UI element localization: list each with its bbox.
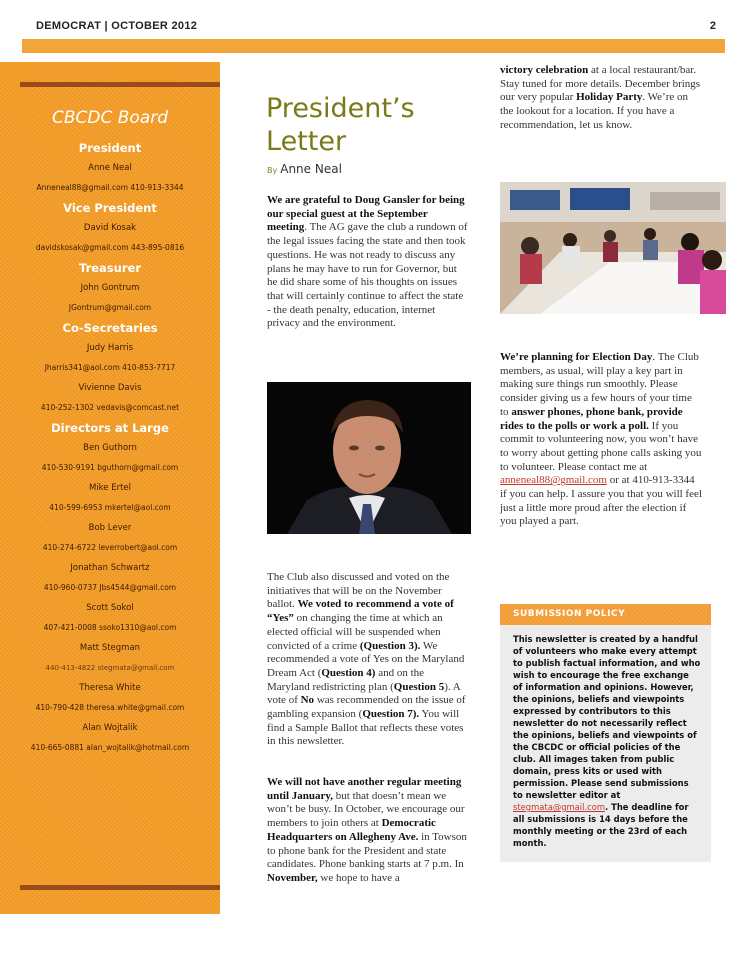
newsletter-issue: DEMOCRAT | OCTOBER 2012 bbox=[36, 20, 198, 32]
board-member-contact: 410-599-6953 mkertel@aol.com bbox=[49, 503, 171, 512]
board-member-name: Jonathan Schwartz bbox=[70, 563, 150, 573]
page-header bbox=[20, 18, 720, 32]
board-member-name: Judy Harris bbox=[86, 343, 134, 353]
article-title: President’s Letter bbox=[266, 93, 415, 157]
paragraph-celebration: victory celebration at a local restaurant/bar. Stay tuned for more details. December brings our very popular Holiday Party. We’re on the lookout for a location. If you have a recommendation, let us know. bbox=[500, 64, 701, 131]
board-member-name: Theresa White bbox=[79, 683, 141, 693]
board-member-contact: 410-274-6722 leverrobert@aol.com bbox=[42, 543, 178, 552]
board-member-name: Matt Stegman bbox=[79, 643, 141, 653]
submission-policy-box bbox=[500, 604, 711, 862]
policy-heading: SUBMISSION POLICY bbox=[500, 604, 711, 625]
header-bar bbox=[22, 39, 725, 53]
board-member-contact: 410-790-428 theresa.white@gmail.com bbox=[35, 703, 185, 712]
board-role: Treasurer bbox=[79, 261, 141, 275]
board-member-name: David Kosak bbox=[83, 223, 137, 233]
paragraph-meetings: We will not have another regular meeting until January, but that doesn’t mean we won’t be busy. In October, we encourage our members to join others at Democratic Headquarters on Allegheny Ave. in Towson to phone bank for the President and state candidates. Phone banking starts at 7 p.m. In November, we hope to have a bbox=[267, 776, 467, 884]
policy-text: This newsletter is created by a handful of volunteers who make every attempt to publish factual information, and who wish to encourage the free exchange of information and opinions. However, the opinions, beliefs and viewpoints expressed by contributors to this newsletter do not necessarily reflect the opinions, beliefs and viewpoints of the CBCDC or official policies of the club. All images taken from public domain, press kits or used with permission. Please send submissions to newsletter editor at stegmata@gmail.com. The deadline for all submissions is 14 days before the monthly meeting or the 23rd of each month. bbox=[513, 634, 701, 848]
board-member-contact: 410-960-0737 Jbs4544@gmail.com bbox=[43, 583, 177, 592]
byline-prefix: By bbox=[267, 166, 278, 175]
board-member-name: Anne Neal bbox=[88, 163, 132, 173]
author-name: Anne Neal bbox=[280, 162, 342, 176]
phone-bank-photo bbox=[500, 182, 726, 314]
board-member-contact: Jharris341@aol.com 410-853-7717 bbox=[44, 363, 176, 372]
board-member-name: Bob Lever bbox=[88, 523, 132, 533]
board-member-name: John Gontrum bbox=[80, 283, 140, 293]
board-member-contact: 410-252-1302 vedavis@comcast.net bbox=[40, 403, 180, 412]
board-role: Co-Secretaries bbox=[62, 321, 158, 335]
board-member-name: Ben Guthorn bbox=[83, 443, 137, 453]
board-member-name: Scott Sokol bbox=[86, 603, 134, 613]
board-member-name: Vivienne Davis bbox=[78, 383, 142, 393]
page-number: 2 bbox=[709, 20, 716, 32]
board-member-contact: 410-665-0881 alan_wojtalik@hotmail.com bbox=[30, 743, 190, 752]
board-member-contact: davidskosak@gmail.com 443-895-0816 bbox=[35, 243, 185, 252]
sidebar-title: CBCDC Board bbox=[51, 108, 169, 128]
paragraph-ballot: The Club also discussed and voted on the initiatives that will be on the November ballot. We voted to recommend a vote of “Yes” on changing the time at which an elected official will be suspended when convicted of a crime (Question 3). We recommended a vote of Yes on the Maryland Dream Act (Question 4) and on the Maryland redistricting plan (Question 5). A vote of No was recommended on the issue of gambling expansion (Question 7). You will find a Sample Ballot that reflects these votes in this newsletter. bbox=[267, 571, 466, 748]
sidebar-top-rule bbox=[20, 82, 220, 87]
sidebar-bottom-rule bbox=[20, 885, 220, 890]
board-list bbox=[0, 138, 220, 758]
paragraph-election-day: We’re planning for Election Day. The Club members, as usual, will play a key part in making sure things run smoothly. Please consider giving us a few hours of your time to answer phones, phone bank, provide rides to the polls or work a poll. If you commit to volunteering now, you won’t have to worry about getting phone calls asking you to volunteer. Please contact me at anneneal88@gmail.com or at 410-913-3344 if you can help. I assure you that you will feel just a little more proud after the election if you played a part. bbox=[500, 351, 702, 528]
board-role: Directors at Large bbox=[51, 421, 169, 435]
board-member-name: Alan Wojtalik bbox=[82, 723, 138, 733]
board-sidebar bbox=[0, 62, 220, 914]
board-role: Vice President bbox=[63, 201, 157, 215]
board-member-contact: 407-421-0008 ssoko1310@aol.com bbox=[43, 623, 177, 632]
board-member-contact: JGontrum@gmail.com bbox=[68, 303, 152, 312]
board-member-contact: 440-413-4822 stegmata@gmail.com bbox=[45, 664, 175, 672]
speaker-photo bbox=[267, 382, 471, 534]
editor-email-link[interactable]: stegmata@gmail.com bbox=[513, 802, 606, 812]
board-member-name: Mike Ertel bbox=[88, 483, 132, 493]
contact-email-link[interactable]: anneneal88@gmail.com bbox=[500, 474, 607, 487]
paragraph-intro: We are grateful to Doug Gansler for being our special guest at the September meeting. The AG gave the club a rundown of the legal issues facing the state and then took questions. He was not ready to discuss any plans he may have to run for Governor, but he did share some of his thoughts on issues that will certainly continue to affect the state - the death penalty, education, internet privacy and the environment. bbox=[267, 194, 468, 330]
board-member-contact: Anneneal88@gmail.com 410-913-3344 bbox=[36, 183, 184, 192]
board-role: President bbox=[78, 141, 142, 155]
board-member-contact: 410-530-9191 bguthorn@gmail.com bbox=[41, 463, 179, 472]
byline bbox=[267, 162, 342, 176]
